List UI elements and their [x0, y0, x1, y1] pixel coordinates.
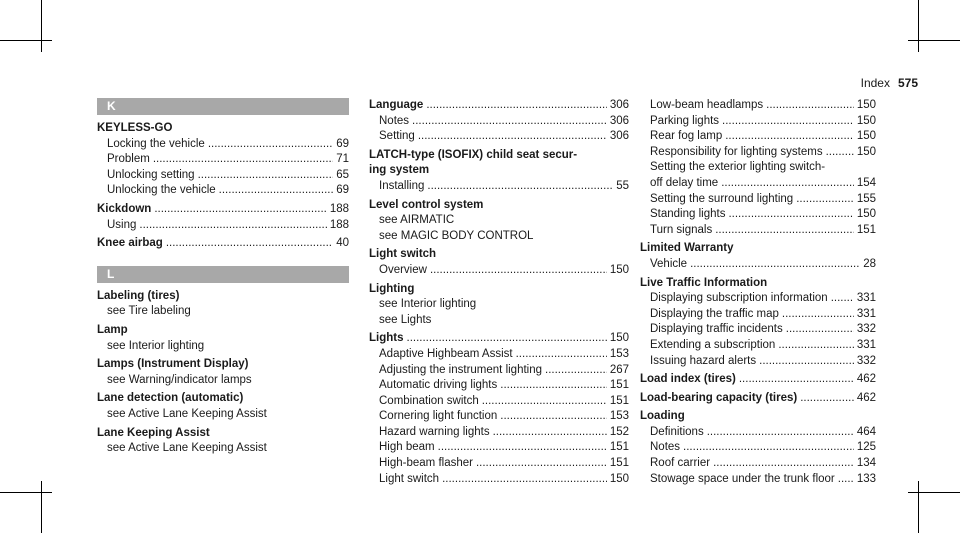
- index-entry[interactable]: [640, 338, 876, 354]
- index-heading: ing system: [369, 164, 430, 177]
- entry-text: Displaying traffic incidents: [650, 323, 783, 336]
- crop-mark: [41, 0, 42, 52]
- index-heading: LATCH-type (ISOFIX) child seat secur-: [369, 148, 578, 161]
- index-heading: Lane Keeping Assist: [97, 426, 210, 439]
- index-entry[interactable]: [369, 347, 629, 363]
- index-entry[interactable]: [369, 98, 629, 114]
- index-entry[interactable]: [640, 114, 876, 130]
- page-ref: 151: [856, 223, 876, 236]
- page-ref: 28: [863, 257, 876, 270]
- page-ref: 306: [609, 99, 629, 111]
- entry-text: Light switch: [379, 472, 440, 485]
- page-ref: 306: [609, 130, 629, 143]
- index-heading: Lamps (Instrument Display): [97, 358, 249, 371]
- page-ref: 150: [856, 99, 876, 111]
- index-heading: Lane detection (automatic): [97, 392, 244, 405]
- entry-text: Stowage space under the trunk floor: [650, 472, 835, 485]
- page-ref: 150: [609, 332, 629, 345]
- page-ref: 331: [856, 307, 876, 320]
- index-entry[interactable]: [97, 202, 349, 218]
- index-entry[interactable]: [640, 98, 876, 114]
- index-entry[interactable]: [369, 440, 629, 456]
- page-ref: 188: [329, 202, 349, 215]
- page-ref: 306: [609, 114, 629, 127]
- entry-text: Hazard warning lights: [379, 425, 490, 438]
- crop-mark: [918, 0, 919, 52]
- page-ref: 331: [856, 338, 876, 351]
- page-ref: 150: [609, 472, 629, 485]
- index-entry[interactable]: [640, 425, 876, 441]
- entry-text: Lights: [369, 332, 404, 345]
- entry-text: Vehicle: [650, 257, 688, 270]
- index-entry[interactable]: [369, 409, 629, 425]
- index-heading: Limited Warranty: [640, 242, 734, 255]
- index-entry[interactable]: [640, 456, 876, 472]
- entry-text: High-beam flasher: [379, 457, 473, 470]
- page-ref: 40: [336, 237, 349, 250]
- crop-mark: [908, 492, 960, 493]
- index-heading: Lighting: [369, 282, 415, 295]
- entry-text: Overview: [379, 263, 427, 276]
- index-heading: Live Traffic Information: [640, 276, 768, 289]
- page-ref: 462: [856, 391, 876, 404]
- index-column-1: [97, 98, 349, 457]
- index-entry[interactable]: [640, 176, 876, 192]
- page-ref: 153: [609, 410, 629, 423]
- entry-text: Setting the exterior lighting switch-: [650, 161, 826, 174]
- entry-text: Load-bearing capacity (tires): [640, 391, 798, 404]
- page-ref: 150: [609, 263, 629, 276]
- index-entry[interactable]: [369, 363, 629, 379]
- entry-text: Adaptive Highbeam Assist: [379, 347, 513, 360]
- index-column-2: [369, 98, 629, 487]
- index-entry[interactable]: [640, 472, 876, 488]
- index-heading: Lamp: [97, 323, 128, 336]
- index-entry[interactable]: [640, 440, 876, 456]
- index-entry[interactable]: [369, 394, 629, 410]
- page-ref: 150: [856, 130, 876, 143]
- index-entry[interactable]: [97, 137, 349, 153]
- index-entry[interactable]: [369, 263, 629, 279]
- entry-text: Automatic driving lights: [379, 379, 498, 392]
- index-entry[interactable]: [640, 145, 876, 161]
- index-entry[interactable]: [640, 354, 876, 370]
- index-entry[interactable]: [640, 207, 876, 223]
- index-entry[interactable]: [640, 257, 876, 273]
- page-ref: 151: [609, 379, 629, 392]
- entry-text: Setting: [379, 130, 415, 143]
- see-reference[interactable]: see MAGIC BODY CONTROL: [379, 229, 534, 242]
- entry-text: Notes: [650, 441, 681, 454]
- entry-text: Combination switch: [379, 394, 479, 407]
- index-entry[interactable]: [97, 152, 349, 168]
- index-entry[interactable]: [640, 129, 876, 145]
- index-entry[interactable]: [369, 378, 629, 394]
- index-heading: KEYLESS-GO: [97, 122, 173, 134]
- page-ref: 150: [856, 208, 876, 221]
- entry-text: Installing: [379, 179, 425, 192]
- entry-text: Extending a subscription: [650, 338, 776, 351]
- entry-text: Rear fog lamp: [650, 130, 723, 143]
- crop-mark: [0, 492, 52, 493]
- index-entry[interactable]: [369, 179, 629, 195]
- see-reference[interactable]: see Interior lighting: [107, 339, 205, 352]
- index-entry[interactable]: [369, 114, 629, 130]
- crop-mark: [0, 40, 52, 41]
- entry-text: Issuing hazard alerts: [650, 354, 757, 367]
- entry-text: Low-beam headlamps: [650, 99, 764, 111]
- index-heading: Labeling (tires): [97, 289, 180, 302]
- page-ref: 332: [856, 354, 876, 367]
- section-header-l: L: [97, 266, 349, 283]
- entry-text: Unlocking setting: [107, 168, 195, 181]
- page-ref: 155: [856, 192, 876, 205]
- index-entry[interactable]: [640, 372, 876, 388]
- page-number: 575: [897, 76, 918, 90]
- see-reference[interactable]: see Tire labeling: [107, 305, 191, 318]
- page-ref: 151: [609, 441, 629, 454]
- entry-text: off delay time: [650, 176, 719, 189]
- index-heading: Light switch: [369, 248, 437, 261]
- page-ref: 154: [856, 176, 876, 189]
- entry-text: Problem: [107, 153, 150, 166]
- index-entry[interactable]: [97, 168, 349, 184]
- index-column-3: [640, 98, 876, 487]
- entry-text: Parking lights: [650, 114, 720, 127]
- index-entry[interactable]: [369, 129, 629, 145]
- entry-text: Unlocking the vehicle: [107, 184, 216, 197]
- index-heading: Loading: [640, 410, 685, 423]
- see-reference[interactable]: see Warning/indicator lamps: [107, 373, 252, 386]
- entry-text: Turn signals: [650, 223, 713, 236]
- see-reference[interactable]: see Interior lighting: [379, 298, 477, 311]
- page-header: [861, 76, 918, 90]
- see-reference[interactable]: see AIRMATIC: [379, 214, 455, 227]
- see-reference[interactable]: see Active Lane Keeping Assist: [107, 442, 267, 455]
- page-ref: 332: [856, 323, 876, 336]
- crop-mark: [41, 481, 42, 533]
- index-entry[interactable]: [640, 192, 876, 208]
- page-ref: 150: [856, 114, 876, 127]
- entry-text: Language: [369, 99, 424, 111]
- entry-text: Roof carrier: [650, 457, 711, 470]
- section-header-k: K: [97, 98, 349, 115]
- page-ref: 125: [856, 441, 876, 454]
- page-ref: 69: [336, 184, 349, 197]
- page-ref: 464: [856, 425, 876, 438]
- index-entry[interactable]: [369, 425, 629, 441]
- entry-text: Displaying the traffic map: [650, 307, 779, 320]
- index-entry[interactable]: [369, 331, 629, 347]
- page-ref: 331: [856, 292, 876, 305]
- entry-text: Using: [107, 218, 137, 231]
- entry-text: Displaying subscription information: [650, 292, 828, 305]
- index-heading: Level control system: [369, 198, 484, 211]
- page-ref: 134: [856, 457, 876, 470]
- page-ref: 151: [609, 394, 629, 407]
- header-label: Index: [860, 76, 890, 90]
- page-ref: 69: [336, 137, 349, 150]
- entry-text: Definitions: [650, 425, 704, 438]
- page-ref: 55: [616, 179, 629, 192]
- entry-text: Cornering light function: [379, 410, 498, 423]
- index-entry[interactable]: [97, 236, 349, 252]
- crop-mark: [918, 481, 919, 533]
- entry-text: Load index (tires): [640, 373, 736, 386]
- page-ref: 150: [856, 145, 876, 158]
- crop-mark: [908, 40, 960, 41]
- entry-text: Setting the surround lighting: [650, 192, 794, 205]
- entry-text: Adjusting the instrument lighting: [379, 363, 543, 376]
- entry-text: High beam: [379, 441, 435, 454]
- index-entry[interactable]: [97, 218, 349, 234]
- entry-text: Standing lights: [650, 208, 726, 221]
- page-ref: 151: [609, 457, 629, 470]
- page-ref: 152: [609, 425, 629, 438]
- index-entry[interactable]: [369, 472, 629, 488]
- entry-text: Locking the vehicle: [107, 137, 205, 150]
- page-ref: 267: [609, 363, 629, 376]
- entry-text: Responsibility for lighting systems: [650, 145, 823, 158]
- index-entry[interactable]: [640, 307, 876, 323]
- see-reference[interactable]: see Lights: [379, 313, 432, 326]
- page-ref: 65: [336, 168, 349, 181]
- index-entry[interactable]: [369, 456, 629, 472]
- index-entry[interactable]: [97, 183, 349, 199]
- see-reference[interactable]: see Active Lane Keeping Assist: [107, 407, 267, 420]
- entry-text: Knee airbag: [97, 237, 163, 250]
- entry-text: Kickdown: [97, 202, 152, 215]
- index-entry[interactable]: [640, 322, 876, 338]
- page-ref: 188: [329, 218, 349, 231]
- index-entry[interactable]: [640, 391, 876, 407]
- page-ref: 71: [336, 153, 349, 166]
- page-ref: 462: [856, 373, 876, 386]
- entry-text: Notes: [379, 114, 410, 127]
- index-entry[interactable]: [640, 291, 876, 307]
- index-entry[interactable]: [640, 223, 876, 239]
- page-ref: 153: [609, 347, 629, 360]
- page-ref: 133: [856, 472, 876, 485]
